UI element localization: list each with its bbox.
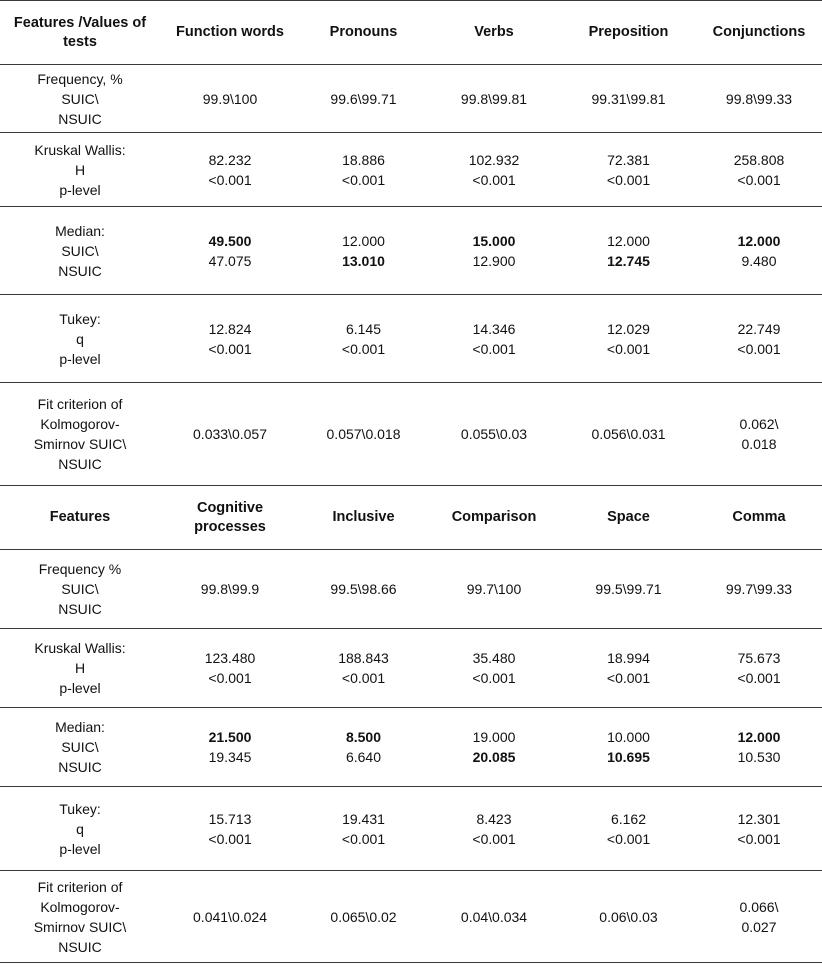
row-label: Median: SUIC\ NSUIC bbox=[0, 207, 160, 295]
value-cell: 18.994 <0.001 bbox=[561, 629, 696, 708]
value-cell: 10.000 10.695 bbox=[561, 708, 696, 787]
header-cell: Function words bbox=[160, 1, 300, 65]
header-cell: Verbs bbox=[427, 1, 561, 65]
header-cell: Inclusive bbox=[300, 486, 427, 550]
value-cell: 6.162 <0.001 bbox=[561, 787, 696, 871]
tukey-row bbox=[0, 787, 822, 871]
value-cell: 0.06\0.03 bbox=[561, 871, 696, 963]
value-cell: 49.500 47.075 bbox=[160, 207, 300, 295]
value-cell: 82.232 <0.001 bbox=[160, 133, 300, 207]
value-cell: 99.8\99.33 bbox=[696, 65, 822, 133]
header-cell: Pronouns bbox=[300, 1, 427, 65]
row-label: Frequency, % SUIC\ NSUIC bbox=[0, 65, 160, 133]
kruskal-wallis-row bbox=[0, 133, 822, 207]
frequency-row bbox=[0, 65, 822, 133]
value-cell: 6.145 <0.001 bbox=[300, 295, 427, 383]
kruskal-wallis-row bbox=[0, 629, 822, 708]
tukey-row bbox=[0, 295, 822, 383]
row-label: Frequency % SUIC\ NSUIC bbox=[0, 550, 160, 629]
header-cell: Comma bbox=[696, 486, 822, 550]
value-cell: 12.029 <0.001 bbox=[561, 295, 696, 383]
value-cell: 8.500 6.640 bbox=[300, 708, 427, 787]
value-cell: 188.843 <0.001 bbox=[300, 629, 427, 708]
value-cell: 35.480 <0.001 bbox=[427, 629, 561, 708]
value-cell: 99.9\100 bbox=[160, 65, 300, 133]
header-cell: Conjunctions bbox=[696, 1, 822, 65]
value-cell: 22.749 <0.001 bbox=[696, 295, 822, 383]
value-cell: 12.824 <0.001 bbox=[160, 295, 300, 383]
value-cell: 12.000 12.745 bbox=[561, 207, 696, 295]
value-cell: 12.301 <0.001 bbox=[696, 787, 822, 871]
value-cell: 19.431 <0.001 bbox=[300, 787, 427, 871]
kolmogorov-smirnov-row bbox=[0, 383, 822, 486]
value-cell: 15.713 <0.001 bbox=[160, 787, 300, 871]
value-cell: 99.7\100 bbox=[427, 550, 561, 629]
median-row bbox=[0, 708, 822, 787]
value-cell: 14.346 <0.001 bbox=[427, 295, 561, 383]
value-cell: 123.480 <0.001 bbox=[160, 629, 300, 708]
value-cell: 99.8\99.9 bbox=[160, 550, 300, 629]
value-cell: 72.381 <0.001 bbox=[561, 133, 696, 207]
row-label: Kruskal Wallis: H p-level bbox=[0, 629, 160, 708]
value-cell: 12.000 13.010 bbox=[300, 207, 427, 295]
header-cell: Preposition bbox=[561, 1, 696, 65]
value-cell: 18.886 <0.001 bbox=[300, 133, 427, 207]
value-cell: 0.04\0.034 bbox=[427, 871, 561, 963]
value-cell: 8.423 <0.001 bbox=[427, 787, 561, 871]
value-cell: 19.000 20.085 bbox=[427, 708, 561, 787]
row-label: Tukey: q p-level bbox=[0, 295, 160, 383]
value-cell: 0.062\ 0.018 bbox=[696, 383, 822, 486]
value-cell: 99.5\98.66 bbox=[300, 550, 427, 629]
header-cell: Features /Values of tests bbox=[0, 1, 160, 65]
row-label: Fit criterion of Kolmogorov- Smirnov SUIC\ NSUIC bbox=[0, 383, 160, 486]
value-cell: 99.8\99.81 bbox=[427, 65, 561, 133]
header-cell: Comparison bbox=[427, 486, 561, 550]
value-cell: 258.808 <0.001 bbox=[696, 133, 822, 207]
value-cell: 0.055\0.03 bbox=[427, 383, 561, 486]
value-cell: 102.932 <0.001 bbox=[427, 133, 561, 207]
header-cell: Cognitive processes bbox=[160, 486, 300, 550]
value-cell: 99.31\99.81 bbox=[561, 65, 696, 133]
value-cell: 0.066\ 0.027 bbox=[696, 871, 822, 963]
value-cell: 12.000 10.530 bbox=[696, 708, 822, 787]
value-cell: 21.500 19.345 bbox=[160, 708, 300, 787]
value-cell: 0.041\0.024 bbox=[160, 871, 300, 963]
value-cell: 0.033\0.057 bbox=[160, 383, 300, 486]
value-cell: 0.065\0.02 bbox=[300, 871, 427, 963]
value-cell: 99.5\99.71 bbox=[561, 550, 696, 629]
row-label: Fit criterion of Kolmogorov- Smirnov SUIC\ NSUIC bbox=[0, 871, 160, 963]
header-cell: Features bbox=[0, 486, 160, 550]
header-cell: Space bbox=[561, 486, 696, 550]
row-label: Tukey: q p-level bbox=[0, 787, 160, 871]
kolmogorov-smirnov-row bbox=[0, 871, 822, 963]
row-label: Kruskal Wallis: H p-level bbox=[0, 133, 160, 207]
value-cell: 75.673 <0.001 bbox=[696, 629, 822, 708]
header-row bbox=[0, 1, 822, 65]
median-row bbox=[0, 207, 822, 295]
frequency-row bbox=[0, 550, 822, 629]
row-label: Median: SUIC\ NSUIC bbox=[0, 708, 160, 787]
value-cell: 99.7\99.33 bbox=[696, 550, 822, 629]
value-cell: 12.000 9.480 bbox=[696, 207, 822, 295]
value-cell: 99.6\99.71 bbox=[300, 65, 427, 133]
value-cell: 0.057\0.018 bbox=[300, 383, 427, 486]
value-cell: 15.000 12.900 bbox=[427, 207, 561, 295]
value-cell: 0.056\0.031 bbox=[561, 383, 696, 486]
header-row bbox=[0, 486, 822, 550]
